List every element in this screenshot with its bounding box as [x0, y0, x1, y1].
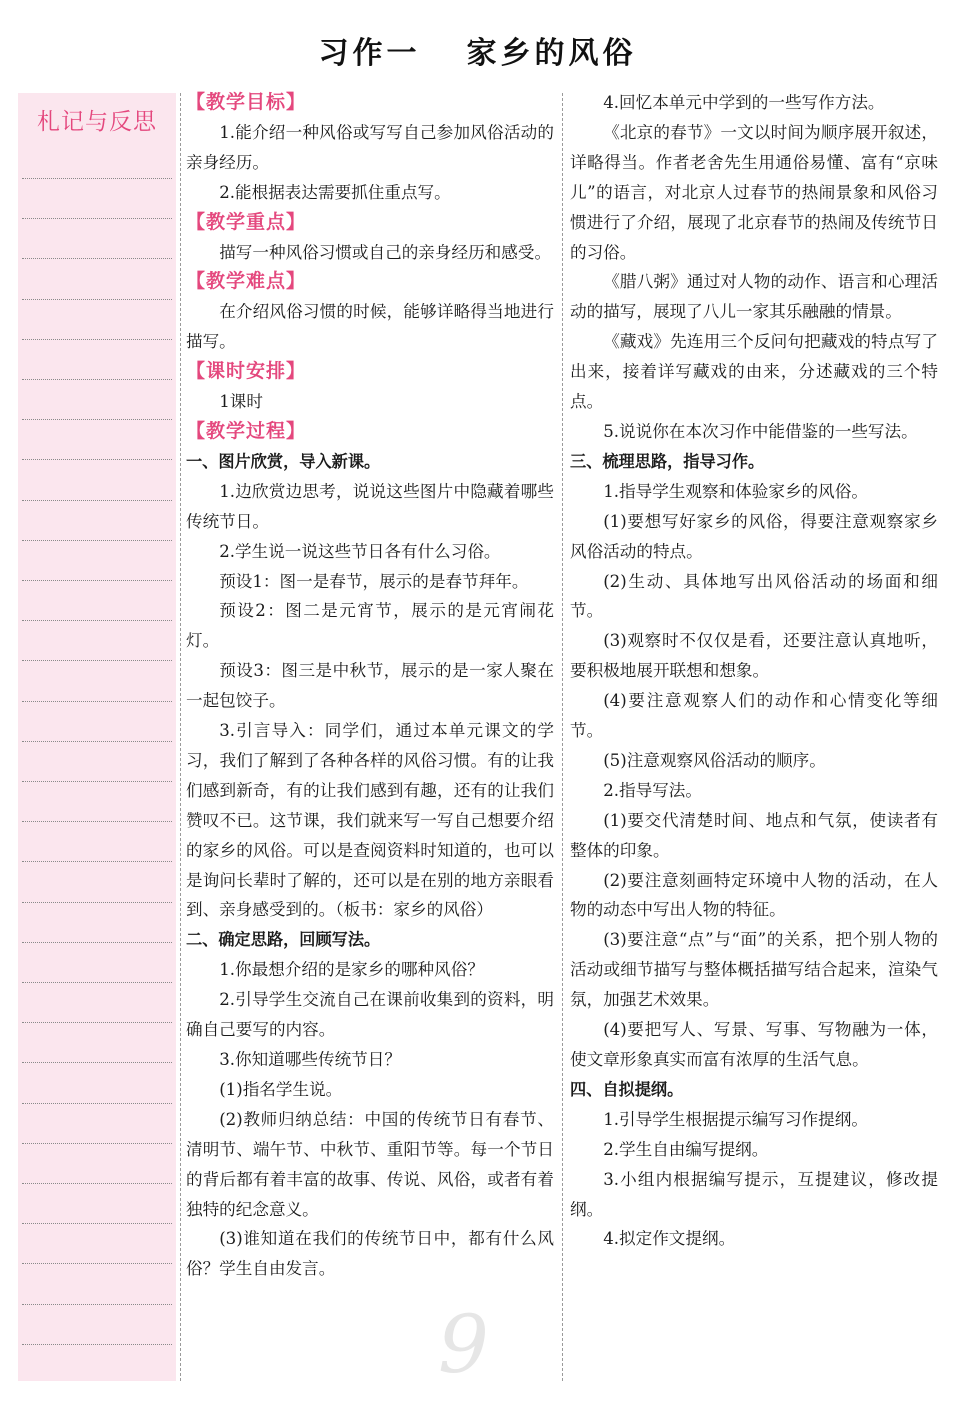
right-column [570, 88, 938, 1254]
section-heading: 【教学目标】 [186, 91, 307, 113]
paragraph: 1.引导学生根据提示编写习作提纲。 [603, 1109, 868, 1129]
title-topic: 家乡的风俗 [466, 36, 637, 71]
note-line [22, 1263, 172, 1264]
note-line [22, 1344, 172, 1345]
step-heading: 一、图片欣赏，导入新课。 [186, 451, 381, 471]
title-exercise: 习作一 [318, 36, 421, 71]
paragraph: (1)要想写好家乡的风俗，得要注意观察家乡风俗活动的特点。 [570, 511, 938, 561]
page-number: 9 [438, 1298, 489, 1391]
note-line [22, 1143, 172, 1144]
column-divider-left [180, 93, 181, 1381]
note-line [22, 459, 172, 460]
paragraph: 3.你知道哪些传统节日？ [219, 1050, 401, 1069]
section-heading: 【教学难点】 [186, 270, 307, 293]
note-line [22, 741, 172, 742]
note-line [22, 299, 172, 300]
note-line [22, 701, 172, 702]
section-heading: 【教学重点】 [186, 210, 307, 233]
note-line [22, 339, 172, 340]
step-heading: 四、自拟提纲。 [570, 1079, 684, 1099]
step-heading: 二、确定思路，回顾写法。 [186, 930, 381, 950]
section-heading: 【教学过程】 [186, 419, 307, 442]
paragraph: (3)观察时不仅仅是看，还要注意认真地听，要积极地展开联想和想象。 [570, 631, 938, 681]
note-line [22, 379, 172, 380]
paragraph: 4.回忆本单元中学到的一些写作方法。 [603, 93, 885, 112]
paragraph: 预设2：图二是元宵节，展示的是元宵闹花灯。 [186, 601, 554, 651]
notes-sidebar [18, 93, 176, 1381]
paragraph: (3)要注意“点”与“面”的关系，把个别人物的活动或细节描写与整体概括描写结合起来，渲染气氛，加强艺术效果。 [570, 930, 938, 1010]
paragraph: (2)教师归纳总结：中国的传统节日有春节、清明节、端午节、中秋节、重阳节等。每一个节日的背后都有着丰富的故事、传说、风俗，或者有着独特的纪念意义。 [186, 1109, 554, 1219]
paragraph: (5)注意观察风俗活动的顺序。 [603, 750, 826, 770]
paragraph: 《北京的春节》一文以时间为顺序展开叙述，详略得当。作者老舍先生用通俗易懂、富有“京味儿”的语言，对北京人过春节的热闹景象和风俗习惯进行了介绍，展现了北京春节的热闹及传统节日的习俗。 [570, 122, 938, 262]
note-line [22, 982, 172, 983]
paragraph: 1.指导学生观察和体验家乡的风俗。 [603, 481, 868, 501]
note-line [22, 1022, 172, 1023]
paragraph: 2.学生说一说这些节日各有什么习俗。 [219, 541, 501, 561]
paragraph: 3.小组内根据编写提示，互提建议，修改提纲。 [570, 1169, 938, 1219]
paragraph: 1.边欣赏边思考，说说这些图片中隐藏着哪些传统节日。 [186, 481, 554, 531]
section-heading: 【课时安排】 [186, 360, 307, 383]
paragraph: 3.引言导入：同学们，通过本单元课文的学习，我们了解到了各种各样的风俗习惯。有的让我们感到新奇，有的让我们感到有趣，还有的让我们赞叹不已。这节课，我们就来写一写自己想要介绍的家乡的风俗。可以是查阅资料时知道的，也可以是询问长辈时了解的，还可以是在别的地方亲眼看到、亲身感受到的。（板书：家乡的风俗） [186, 721, 554, 920]
step-heading: 三、梳理思路，指导习作。 [570, 451, 765, 471]
note-line [22, 1223, 172, 1224]
note-line [22, 419, 172, 420]
note-line [22, 1304, 172, 1305]
paragraph: 2.引导学生交流自己在课前收集到的资料，明确自己要写的内容。 [186, 990, 554, 1040]
paragraph: 在介绍风俗习惯的时候，能够详略得当地进行描写。 [186, 302, 554, 352]
note-line [22, 540, 172, 541]
paragraph: 《藏戏》先连用三个反问句把藏戏的特点写了出来，接着详写藏戏的由来，分述藏戏的三个特点。 [570, 332, 938, 412]
paragraph: 4.拟定作文提纲。 [603, 1229, 736, 1249]
paragraph: (1)要交代清楚时间、地点和气氛，使读者有整体的印象。 [570, 810, 938, 860]
note-line [22, 218, 172, 219]
note-line [22, 580, 172, 581]
paragraph: (2)要注意刻画特定环境中人物的活动，在人物的动态中写出人物的特征。 [570, 870, 938, 920]
note-line [22, 821, 172, 822]
note-line [22, 1103, 172, 1104]
paragraph: (2)生动、具体地写出风俗活动的场面和细节。 [570, 571, 938, 621]
note-line [22, 1062, 172, 1063]
note-line [22, 500, 172, 501]
note-line [22, 861, 172, 862]
note-line [22, 902, 172, 903]
note-line [22, 620, 172, 621]
paragraph: 2.能根据表达需要抓住重点写。 [219, 182, 451, 202]
paragraph: 5.说说你在本次习作中能借鉴的一些写法。 [603, 421, 918, 441]
paragraph: (1)指名学生说。 [219, 1079, 343, 1099]
note-line [22, 942, 172, 943]
paragraph: (3)谁知道在我们的传统节日中，都有什么风俗？学生自由发言。 [186, 1229, 554, 1279]
column-divider-right [562, 93, 563, 1381]
note-line [22, 781, 172, 782]
paragraph: 1.能介绍一种风俗或写写自己参加风俗活动的亲身经历。 [186, 122, 554, 172]
note-line [22, 178, 172, 179]
paragraph: 2.学生自由编写提纲。 [603, 1139, 769, 1159]
paragraph: 2.指导写法。 [603, 780, 702, 800]
note-line [22, 1183, 172, 1184]
paragraph: 1.你最想介绍的是家乡的哪种风俗？ [219, 960, 484, 980]
note-line [22, 258, 172, 259]
paragraph: 1课时 [219, 392, 263, 412]
sidebar-heading: 札记与反思 [37, 109, 157, 135]
paragraph: 描写一种风俗习惯或自己的亲身经历和感受。 [219, 242, 552, 262]
paragraph: 《腊八粥》通过对人物的动作、语言和心理活动的描写，展现了八儿一家其乐融融的情景。 [570, 272, 938, 322]
middle-column [186, 88, 554, 1284]
paragraph: 预设3：图三是中秋节，展示的是一家人聚在一起包饺子。 [186, 661, 554, 711]
paragraph: (4)要把写人、写景、写事、写物融为一体，使文章形象真实而富有浓厚的生活气息。 [570, 1020, 938, 1069]
note-line [22, 660, 172, 661]
paragraph: (4)要注意观察人们的动作和心情变化等细节。 [570, 691, 938, 741]
page-title [0, 28, 955, 72]
paragraph: 预设1：图一是春节，展示的是春节拜年。 [219, 571, 529, 591]
